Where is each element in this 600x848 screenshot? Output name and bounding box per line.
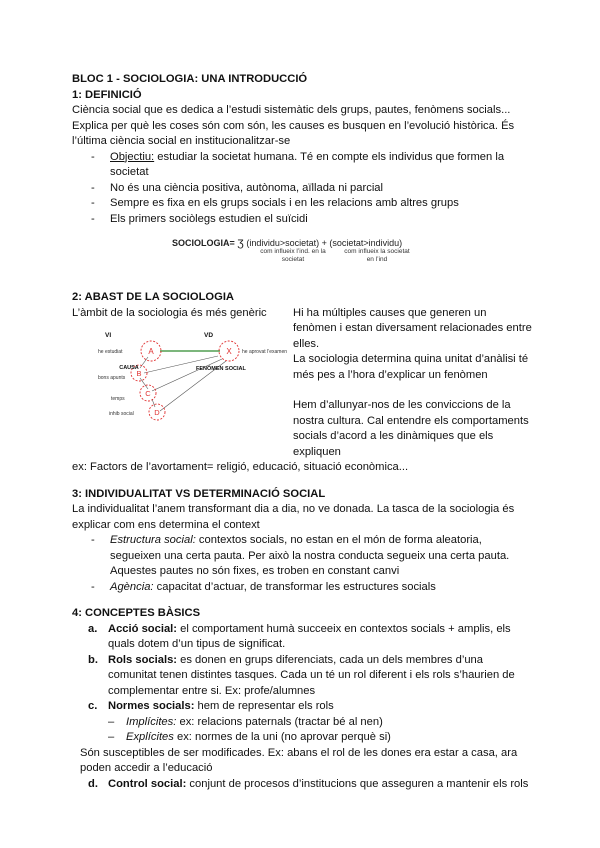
social-structure-text: contextos socials, no estan en el món de forma aleatoria, segueixen una certa pauta. Per això la nostra conducta segueix una certa pauta. Aquestes pautes no són fixes, es troben en constant canvi xyxy=(110,534,510,577)
basic-concepts-list-cont xyxy=(72,777,532,793)
node-c-label: C xyxy=(145,389,151,398)
section-2-columns xyxy=(72,306,532,461)
list-item xyxy=(88,622,532,653)
node-x-note: he aprovat l’examen xyxy=(242,349,287,355)
norms-sublist xyxy=(72,715,532,746)
node-x-label: X xyxy=(226,347,232,356)
section-1-heading: 1: DEFINICIÓ xyxy=(72,88,142,101)
social-roles-label: Rols socials: xyxy=(108,653,178,666)
section-1-paragraph: Ciència social que es dedica a l’estudi sistemàtic dels grups, pautes, fenòmens socials... Explica per què les coses són com són, les causes es busquen en l’evolució històrica. És l’última ciència social en institucionalitzar-se xyxy=(72,104,515,147)
list-item xyxy=(88,150,532,181)
list-item xyxy=(88,580,532,596)
formula-notes xyxy=(172,248,532,268)
culture-paragraph: Hem d’allunyar-nos de les conviccions de la nostra cultura. Cal entendre els comportaments socials d’acord a les dinàmiques que els expliquen xyxy=(293,399,529,458)
cause-label: CAUSA xyxy=(119,365,139,371)
agency-text: capacitat d’actuar, de transformar les estructures socials xyxy=(153,580,436,593)
social-structure-label: Estructura social: xyxy=(110,534,196,546)
agency-label: Agència: xyxy=(110,580,154,593)
section-2-right xyxy=(293,306,532,461)
item-marker: c. xyxy=(88,700,98,712)
section-1-bullets xyxy=(72,150,532,228)
list-item xyxy=(108,730,532,746)
section-2-left xyxy=(72,306,287,461)
social-control-label: Control social: xyxy=(108,777,187,790)
formula-note-1: com influeix l’ind. en la societat xyxy=(260,248,326,263)
social-control-text: conjunt de procesos d’institucions que asseguren a mantenir els rols xyxy=(186,777,529,790)
social-phenomenon-label: FENÒMEN SOCIAL xyxy=(196,366,246,372)
causes-diagram xyxy=(72,323,287,431)
objective-text: estudiar la societat humana. Té en compte els individus que formen la societat xyxy=(110,150,505,178)
formula-label: SOCIOLOGIA= xyxy=(172,238,235,248)
social-roles-text: es donen en grups diferenciats, cada un dels membres d’una comunitat tenen distintes tasques. Cada un té un rol diferent i els rols s’haurien de complementar entre si. Ex: profe/alumnes xyxy=(108,653,515,697)
analysis-paragraph: La sociologia determina quina unitat d’anàlisi té més pes a l’hora d’explicar un fenòmen xyxy=(293,353,529,381)
section-4-heading: 4: CONCEPTES BÀSICS xyxy=(72,607,201,619)
list-item xyxy=(88,653,532,700)
node-a-label: A xyxy=(148,347,154,356)
node-c-note: temps xyxy=(111,396,125,402)
implicit-label: Implícites: xyxy=(126,715,177,728)
formula-text: (individu>societat) + (societat>individu) xyxy=(246,238,403,248)
social-norms-label: Normes socials: xyxy=(108,700,195,712)
social-action-text: el comportament humà succeeix en contextos socials + amplis, els quals dotem d’un tipus de significat. xyxy=(108,622,511,650)
norms-modifiable-text: Són susceptibles de ser modificades. Ex: abans el rol de les dones era estar a casa, ara poden accedir a l’educació xyxy=(80,746,518,774)
objective-label: Objectiu: xyxy=(110,150,155,163)
section-3-heading: 3: INDIVIDUALITAT VS DETERMINACIÓ SOCIAL xyxy=(72,487,326,500)
explicit-text: ex: normes de la uni (no aprovar perquè si) xyxy=(173,731,391,743)
social-norms-text: hem de representar els rols xyxy=(194,700,334,712)
document-page xyxy=(72,72,532,792)
document-title: BLOC 1 - SOCIOLOGIA: UNA INTRODUCCIÓ xyxy=(72,73,308,85)
item-marker: a. xyxy=(88,622,98,635)
formula-line xyxy=(172,237,532,248)
node-b-label: B xyxy=(136,369,142,378)
list-item: - No és una ciència positiva, autònoma, aïllada ni parcial xyxy=(88,181,532,197)
section-2-heading: 2: ABAST DE LA SOCIOLOGIA xyxy=(72,291,235,303)
abortion-example: ex: Factors de l’avortament= religió, educació, situació econòmica... xyxy=(72,461,409,473)
section-3-bullets xyxy=(72,533,532,595)
basic-concepts-list xyxy=(72,622,532,715)
list-item: - Sempre es fixa en els grups socials i en les relacions amb altres grups xyxy=(88,196,532,212)
list-item xyxy=(88,699,532,715)
formula-note-2: com influeix la societat en l’ind xyxy=(344,248,410,263)
node-a-note: he estudiat xyxy=(98,349,123,355)
list-item: - Els primers sociòlegs estudien el suïcidi xyxy=(88,212,532,228)
list-item xyxy=(88,533,532,580)
scope-text: L’àmbit de la sociologia és més genèric xyxy=(72,306,267,319)
causes-paragraph: Hi ha múltiples causes que generen un fenòmen i estan diversament relacionades entre elles. xyxy=(293,306,532,350)
item-marker: b. xyxy=(88,653,98,666)
node-b-note: bons apunts xyxy=(98,375,126,381)
node-d-label: D xyxy=(154,408,160,417)
section-3-paragraph: La individualitat l’anem transformant dia a dia, no ve donada. La tasca de la sociologia és explicar com ens determina el context xyxy=(72,503,515,531)
sociology-formula xyxy=(172,237,532,268)
connector-line xyxy=(152,359,222,391)
node-d-note: inhib social xyxy=(109,411,134,417)
implicit-text: ex: relacions paternals (tractar bé al nen) xyxy=(176,715,383,728)
explicit-label: Explícites xyxy=(126,731,174,743)
list-item xyxy=(88,777,532,793)
list-item xyxy=(108,715,532,731)
item-marker: d. xyxy=(88,777,98,790)
formula-symbol: ʒ xyxy=(237,235,244,249)
vi-label: VI xyxy=(105,332,112,339)
social-action-label: Acció social: xyxy=(108,622,178,635)
vd-label: VD xyxy=(204,332,214,339)
